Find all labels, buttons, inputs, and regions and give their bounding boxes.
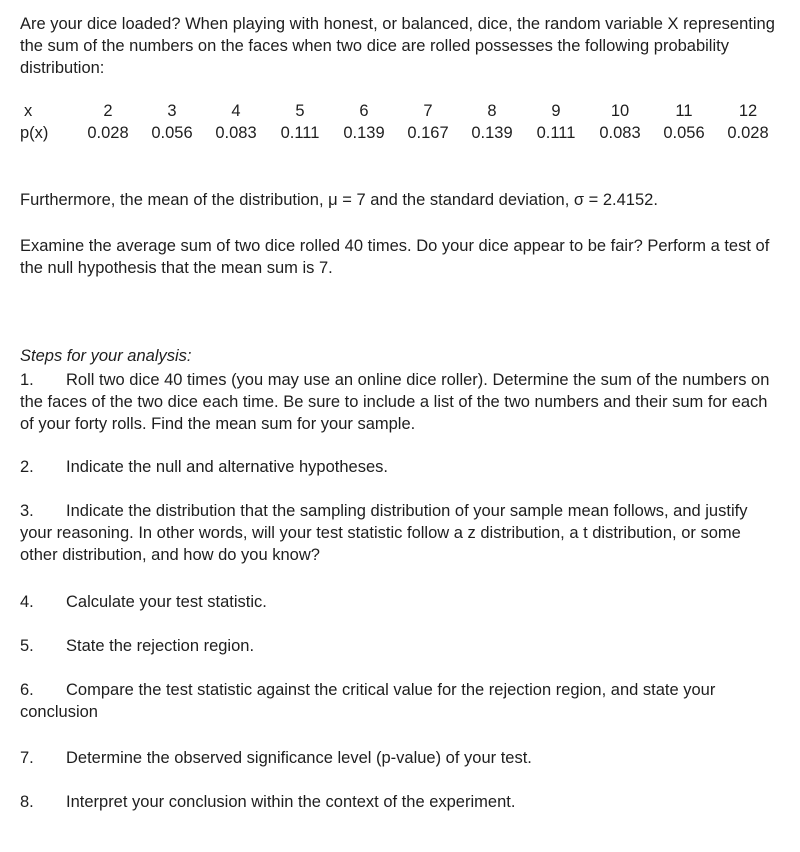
examine-paragraph: Examine the average sum of two dice rolled 40 times. Do your dice appear to be fair? Perform a test of the null hypothesis that the mean sum is 7. bbox=[20, 237, 770, 277]
step-item bbox=[20, 500, 780, 566]
p-value: 0.056 bbox=[663, 124, 705, 142]
step-number: 1. bbox=[20, 371, 34, 389]
p-value: 0.111 bbox=[280, 124, 320, 142]
step-item bbox=[20, 591, 780, 613]
step-item bbox=[20, 791, 780, 813]
step-number: 8. bbox=[20, 793, 34, 811]
p-value: 0.083 bbox=[599, 124, 641, 142]
x-row bbox=[20, 100, 780, 122]
step-number: 7. bbox=[20, 749, 34, 767]
intro-paragraph: Are your dice loaded? When playing with honest, or balanced, dice, the random variable X representing the sum of the numbers on the faces when two dice are rolled possesses the following probability distribution: bbox=[20, 15, 775, 77]
p-value: 0.028 bbox=[727, 124, 769, 142]
step-text: Interpret your conclusion within the context of the experiment. bbox=[66, 793, 516, 811]
x-value: 4 bbox=[231, 102, 241, 120]
x-value: 7 bbox=[423, 102, 433, 120]
p-value: 0.056 bbox=[151, 124, 193, 142]
step-text: State the rejection region. bbox=[66, 637, 255, 655]
step-text: Indicate the null and alternative hypotheses. bbox=[66, 458, 388, 476]
x-value: 8 bbox=[487, 102, 497, 120]
x-value: 10 bbox=[610, 102, 630, 120]
x-value: 3 bbox=[167, 102, 177, 120]
p-value: 0.139 bbox=[343, 124, 385, 142]
step-text: Indicate the distribution that the sampling distribution of your sample mean follows, and justify your reasoning. In other words, will your test statistic follow a z distribution, a t distribution, or some other distribution, and how do you know? bbox=[20, 502, 748, 564]
p-value: 0.083 bbox=[215, 124, 257, 142]
x-value: 9 bbox=[551, 102, 561, 120]
step-text: Calculate your test statistic. bbox=[66, 593, 267, 611]
step-number: 6. bbox=[20, 681, 34, 699]
step-text: Compare the test statistic against the critical value for the rejection region, and state your conclusion bbox=[20, 681, 716, 721]
px-label: p(x) bbox=[20, 124, 49, 142]
p-value: 0.028 bbox=[87, 124, 129, 142]
step-item bbox=[20, 456, 780, 478]
step-number: 5. bbox=[20, 637, 34, 655]
x-label: x bbox=[24, 102, 33, 120]
step-item bbox=[20, 635, 780, 657]
steps-title: Steps for your analysis: bbox=[20, 347, 192, 365]
step-item bbox=[20, 747, 780, 769]
x-value: 2 bbox=[103, 102, 113, 120]
mean-paragraph: Furthermore, the mean of the distribution, μ = 7 and the standard deviation, σ = 2.4152. bbox=[20, 191, 658, 209]
p-value: 0.139 bbox=[471, 124, 513, 142]
step-number: 4. bbox=[20, 593, 34, 611]
step-number: 3. bbox=[20, 502, 34, 520]
step-item bbox=[20, 369, 780, 435]
step-text: Determine the observed significance level (p-value) of your test. bbox=[66, 749, 532, 767]
x-value: 11 bbox=[675, 102, 693, 120]
x-value: 12 bbox=[738, 102, 758, 120]
step-item bbox=[20, 679, 780, 723]
x-value: 6 bbox=[359, 102, 369, 120]
step-text: Roll two dice 40 times (you may use an online dice roller). Determine the sum of the numbers on the faces of the two dice each time. Be sure to include a list of the two numbers and their sum for each of your forty rolls. Find the mean sum for your sample. bbox=[20, 371, 770, 433]
px-row bbox=[20, 122, 780, 144]
x-value: 5 bbox=[295, 102, 305, 120]
p-value: 0.167 bbox=[407, 124, 449, 142]
probability-table bbox=[20, 100, 780, 144]
p-value: 0.111 bbox=[536, 124, 576, 142]
step-number: 2. bbox=[20, 458, 34, 476]
